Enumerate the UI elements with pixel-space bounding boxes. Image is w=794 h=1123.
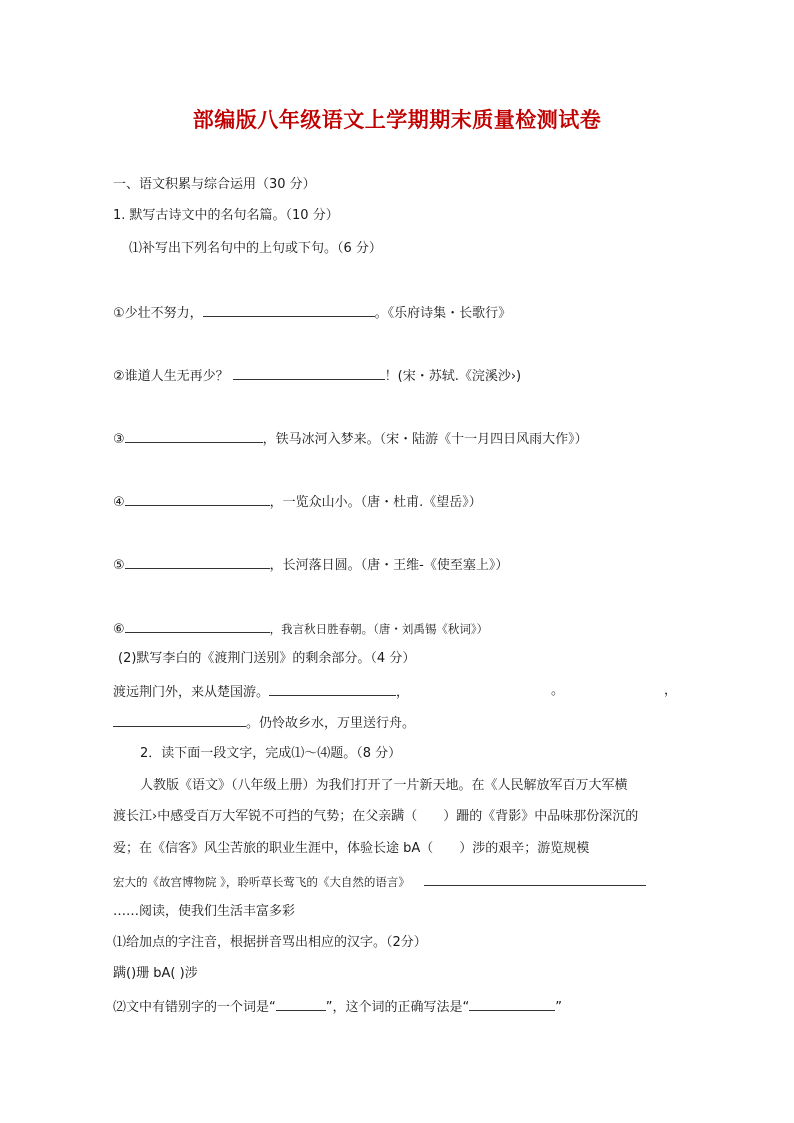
answer-blank[interactable] bbox=[424, 872, 646, 886]
question-1-part-2: (2)默写李白的《渡荆门送别》的剩余部分。（4 分） bbox=[118, 651, 416, 666]
question-text: ” bbox=[555, 1000, 562, 1015]
fill-item-6 bbox=[113, 619, 488, 639]
question-1-heading: 1. 默写古诗文中的名句名篇。（10 分） bbox=[113, 208, 339, 223]
answer-blank[interactable] bbox=[125, 619, 270, 633]
answer-blank[interactable] bbox=[125, 492, 270, 506]
item-source: ，铁马冰河入梦来。（宋・陆游《十一月四日风雨大作》） bbox=[262, 432, 588, 447]
passage-text: 宏大的《故宫博物院 》，聆听草长莺飞的《大自然的语言》 bbox=[113, 875, 410, 889]
item-prefix: ④ bbox=[113, 495, 125, 510]
item-source: ，我言秋日胜春朝。（唐・刘禹锡《秋词》） bbox=[269, 622, 489, 636]
item-prefix: ③ bbox=[113, 432, 125, 447]
poem-text: 。仍怜故乡水，万里送行舟。 bbox=[246, 716, 416, 731]
item-prefix: ①少壮不努力， bbox=[113, 306, 203, 321]
fill-item-2 bbox=[113, 366, 521, 386]
passage-line bbox=[113, 808, 638, 826]
answer-blank[interactable] bbox=[233, 366, 385, 380]
item-prefix: ②谁道人生无再少？ bbox=[113, 369, 229, 384]
poem-punct: ， bbox=[396, 685, 410, 700]
answer-blank[interactable] bbox=[276, 997, 326, 1011]
answer-blank[interactable] bbox=[469, 997, 555, 1011]
poem-text: 渡远荆门外，来从楚国游。 bbox=[113, 685, 270, 700]
passage-line bbox=[113, 840, 589, 858]
fill-item-4 bbox=[113, 492, 482, 512]
answer-blank[interactable] bbox=[125, 555, 270, 569]
poem-line-2 bbox=[113, 713, 415, 733]
passage-text: ）跚的《背影》中品味那份深沉的 bbox=[443, 809, 639, 824]
answer-blank[interactable] bbox=[269, 682, 396, 696]
fill-item-1 bbox=[113, 303, 511, 323]
fill-item-3 bbox=[113, 429, 588, 449]
passage-line: ……阅读，使我们生活丰富多彩 bbox=[113, 904, 296, 919]
item-source: ，长河落日圆。（唐・王维-《使至塞上》） bbox=[269, 558, 509, 573]
question-2-heading: 2．读下面一段文字，完成⑴～⑷题。（8 分） bbox=[140, 746, 402, 761]
item-source: ，一览众山小。（唐・杜甫.《望岳》） bbox=[269, 495, 482, 510]
question-text: ⑵文中有错别字的一个词是“ bbox=[113, 1000, 276, 1015]
passage-text: 渡长江›中感受百万大军锐不可挡的气势；在父亲蹒（ bbox=[113, 809, 418, 824]
answer-blank[interactable] bbox=[125, 429, 263, 443]
passage-line: 人教版《语文》（八年级上册）为我们打开了一片新天地。在《人民解放军百万大军横 bbox=[140, 778, 628, 793]
item-prefix: ⑥ bbox=[113, 622, 125, 637]
answer-blank[interactable] bbox=[203, 303, 375, 317]
section-heading: 一、语文积累与综合运用（30 分） bbox=[113, 177, 316, 192]
sub-question-1: ⑴给加点的字注音，根据拼音骂出相应的汉字。（2分） bbox=[113, 935, 427, 950]
item-source: ！(宋・苏轼.《浣溪沙›) bbox=[384, 369, 522, 384]
answer-blank[interactable] bbox=[113, 713, 246, 727]
page-title: 部编版八年级语文上学期期末质量检测试卷 bbox=[192, 107, 602, 132]
passage-text: ）涉的艰辛；游览规模 bbox=[459, 841, 590, 856]
poem-comma: ， bbox=[664, 683, 678, 698]
passage-line bbox=[113, 872, 646, 891]
sub-question-1-answer-line: 蹒()珊 bA( )涉 bbox=[113, 966, 198, 981]
sub-question-2 bbox=[113, 997, 562, 1017]
question-1-part-1: ⑴补写出下列名句中的上句或下句。（6 分） bbox=[129, 241, 382, 256]
poem-period: 。 bbox=[551, 683, 565, 698]
fill-item-5 bbox=[113, 555, 508, 575]
question-text: ”，这个词的正确写法是“ bbox=[325, 1000, 470, 1015]
item-prefix: ⑤ bbox=[113, 558, 125, 573]
item-source: 。《乐府诗集・长歌行》 bbox=[374, 306, 512, 321]
passage-text: 爱；在《信客》风尘苦旅的职业生涯中，体验长途 bA（ bbox=[113, 841, 434, 856]
poem-line-1 bbox=[113, 682, 409, 702]
